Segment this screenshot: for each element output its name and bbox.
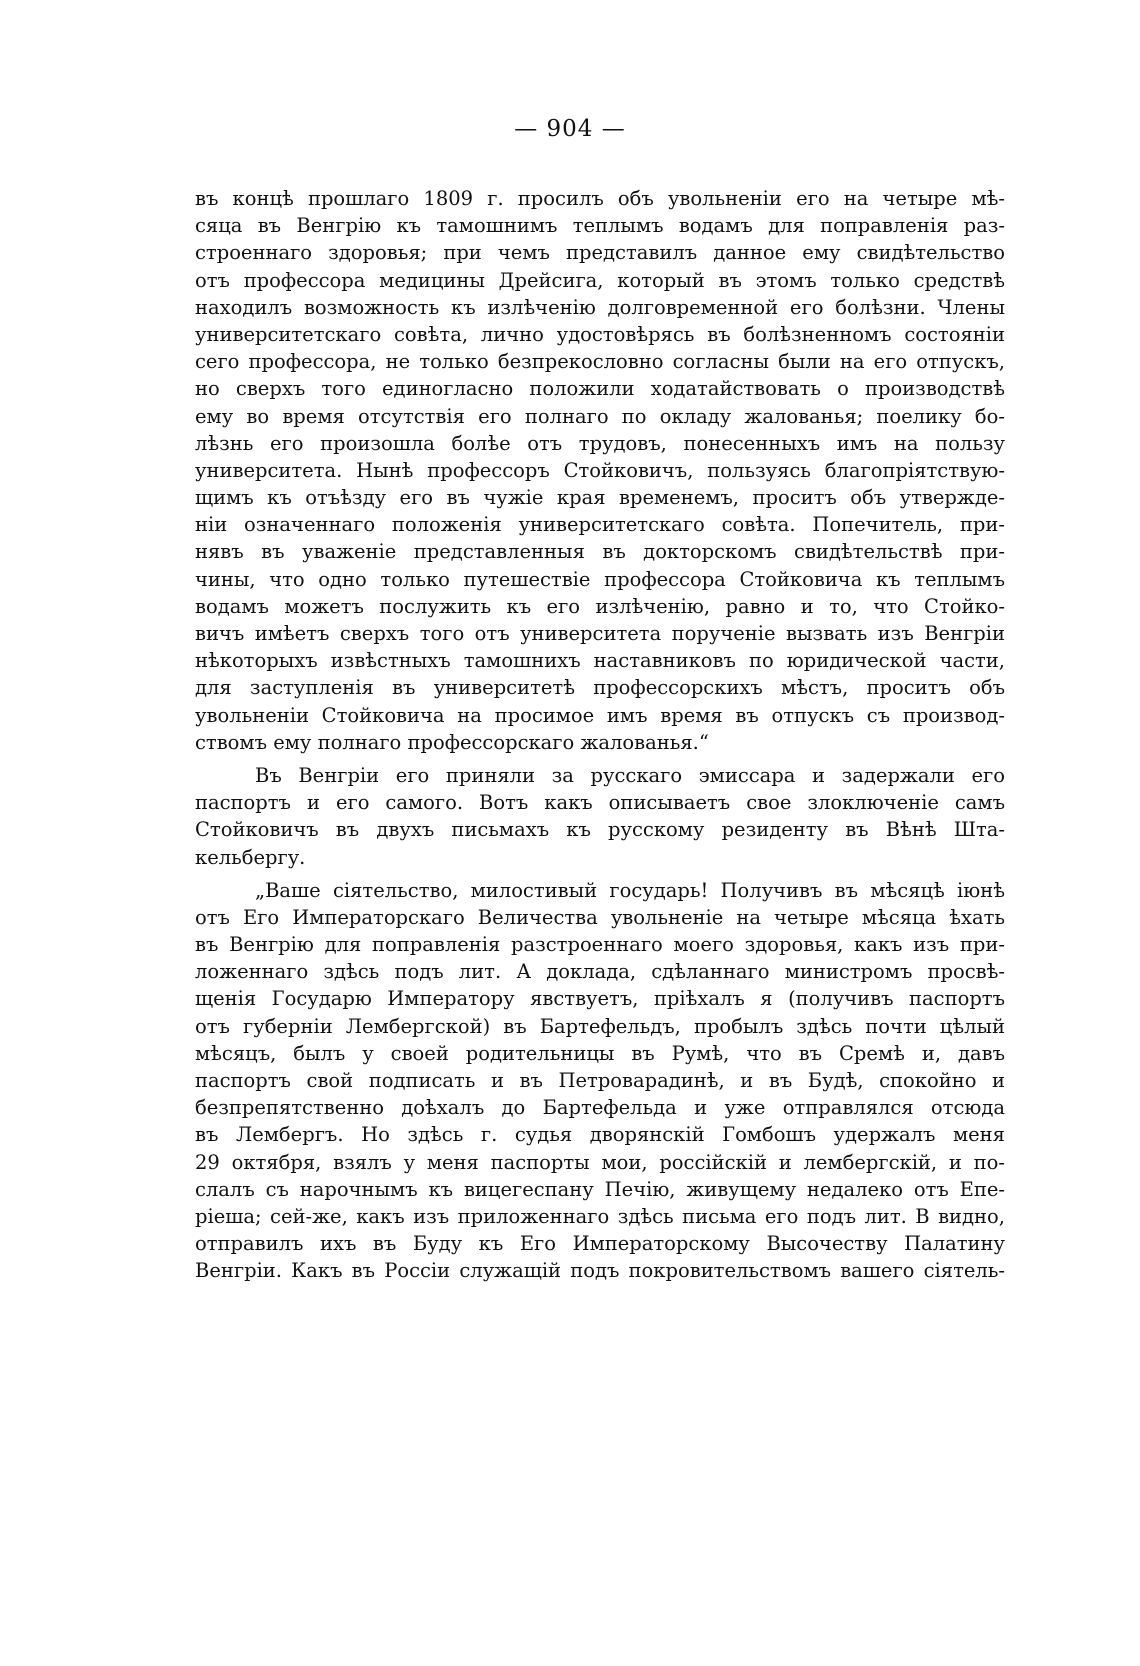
text-line: Венгріи. Какъ въ Россіи служащій подъ покровительствомъ вашего сіятель- [195, 1259, 1005, 1283]
text-line: вичъ имѣетъ сверхъ того отъ университета порученіе вызвать изъ Венгріи [195, 622, 1005, 645]
text-line: университетскаго совѣта, лично удостовѣрясь въ болѣзненномъ состояніи [195, 322, 1005, 346]
text-line: слалъ съ нарочнымъ къ вицегеспану Печію, живущему недалеко отъ Епе- [195, 1177, 1005, 1201]
text-line: „Ваше сіятельство, милостивый государь! Получивъ въ мѣсяцѣ іюнѣ [255, 878, 1005, 902]
text-line: для заступленія въ университетѣ профессорскихъ мѣстъ, проситъ объ [195, 676, 1005, 700]
body-text [195, 185, 1005, 1285]
text-line: въ Лембергъ. Но здѣсь г. судья дворянскій Гомбошъ удержалъ меня [195, 1123, 1005, 1147]
text-line: безпрепятственно доѣхалъ до Бартефельда и уже отправлялся отсюда [195, 1096, 1005, 1120]
text-line: сяца въ Венгрію къ тамошнимъ теплымъ водамъ для поправленія раз- [195, 214, 1005, 238]
text-line: въ Венгрію для поправленія разстроеннаго моего здоровья, какъ изъ при- [195, 933, 1005, 957]
text-line: ложеннаго здѣсь подъ лит. А доклада, сдѣланнаго министромъ просвѣ- [195, 960, 1005, 984]
text-line: ствомъ ему полнаго профессорскаго жалованья.“ [195, 730, 709, 754]
text-line: паспортъ свой подписать и въ Петроварадинѣ, и въ Будѣ, спокойно и [195, 1069, 1005, 1092]
text-line: нѣкоторыхъ извѣстныхъ тамошнихъ наставниковъ по юридической части, [195, 649, 1005, 673]
text-line: лѣзнь его произошла болѣе отъ трудовъ, понесенныхъ имъ на пользу [195, 431, 1005, 455]
text-line: чины, что одно только путешествіе профессора Стойковича къ теплымъ [195, 567, 1005, 591]
text-line: въ концѣ прошлаго 1809 г. просилъ объ увольненіи его на четыре мѣ- [195, 187, 1005, 210]
text-line: университета. Нынѣ профессоръ Стойковичъ, пользуясь благопріятствую- [195, 458, 1005, 482]
text-line: строеннаго здоровья; при чемъ представилъ данное ему свидѣтельство [195, 241, 1005, 265]
text-line: мѣсяцъ, былъ у своей родительницы въ Румѣ, что въ Сремѣ и, давъ [195, 1041, 1005, 1065]
page-number: — 904 — [514, 116, 626, 142]
text-line: находилъ возможность къ излѣченію долговременной его болѣзни. Члены [195, 295, 1005, 319]
text-line: отъ губерніи Лембергской) въ Бартефельдъ, пробылъ здѣсь почти цѣлый [195, 1014, 1005, 1038]
text-line: отъ профессора медицины Дрейсига, который въ этомъ только средствѣ [195, 268, 1005, 292]
text-line: ніи означеннаго положенія университетскаго совѣта. Попечитель, при- [195, 513, 1005, 537]
text-line: ему во время отсутствія его полнаго по окладу жалованья; поелику бо- [195, 404, 1005, 428]
text-line: паспортъ и его самого. Вотъ какъ описываетъ свое злоключеніе самъ [195, 791, 1005, 815]
text-line: отправилъ ихъ въ Буду къ Его Императорскому Высочеству Палатину [195, 1232, 1005, 1256]
text-line: Въ Венгріи его приняли за русскаго эмиссара и задержали его [255, 763, 1005, 787]
text-line: увольненіи Стойковича на просимое имъ время въ отпускъ съ производ- [195, 703, 1005, 727]
text-line: но сверхъ того единогласно положили ходатайствовать о производствѣ [195, 377, 1005, 401]
text-line: ріеша; сей-же, какъ изъ приложеннаго здѣсь письма его подъ лит. В видно, [195, 1204, 1005, 1228]
text-line: водамъ можетъ послужить къ его излѣченію, равно и то, что Стойко- [195, 594, 1005, 618]
text-line: сего профессора, не только безпрекословно согласны были на его отпускъ, [195, 350, 1005, 374]
text-line: кельбергу. [195, 845, 306, 869]
text-line: щимъ къ отъѣзду его въ чужіе края временемъ, проситъ объ утвержде- [195, 486, 1005, 510]
text-line: отъ Его Императорскаго Величества увольненіе на четыре мѣсяца ѣхать [195, 905, 1005, 929]
text-line: нявъ въ уваженіе представленныя въ докторскомъ свидѣтельствѣ при- [195, 540, 1005, 564]
text-line: Стойковичъ въ двухъ письмахъ къ русскому резиденту въ Вѣнѣ Шта- [195, 818, 1005, 842]
text-line: 29 октября, взялъ у меня паспорты мои, россійскій и лембергскій, и по- [195, 1150, 1005, 1174]
text-line: щенія Государю Императору явствуетъ, пріѣхалъ я (получивъ паспортъ [195, 987, 1005, 1011]
